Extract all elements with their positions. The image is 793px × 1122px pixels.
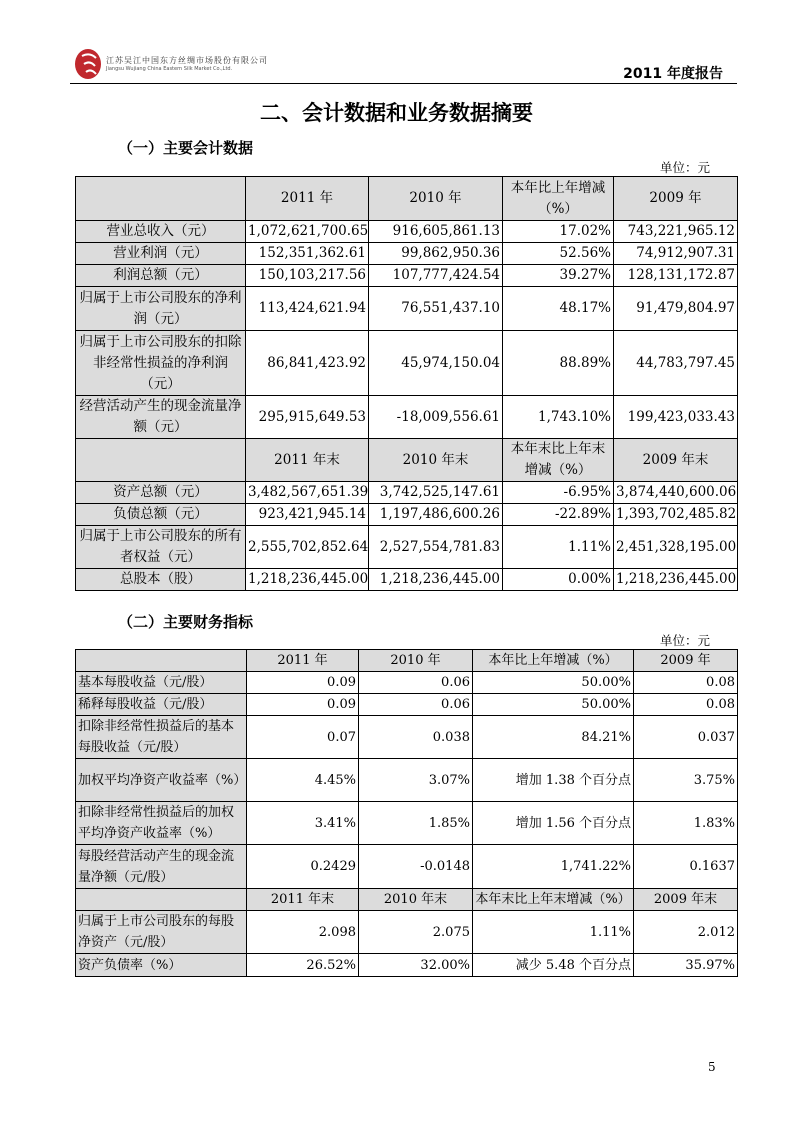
table-cell: 91,479,804.97 — [614, 287, 738, 331]
header-divider — [70, 83, 737, 84]
table-cell: 50.00% — [473, 672, 634, 694]
table-cell: 74,912,907.31 — [614, 243, 738, 265]
table-cell: 2.075 — [359, 911, 473, 954]
table-row — [76, 672, 738, 694]
table-cell: 2,555,702,852.64 — [246, 526, 369, 569]
column-header: 2010 年 — [369, 177, 503, 221]
table-cell: 923,421,945.14 — [246, 504, 369, 526]
table-cell: 0.08 — [634, 694, 738, 716]
company-name-en: Jiangsu Wujiang China Eastern Silk Market Co.,Ltd. — [106, 66, 233, 72]
column-header: 2010 年末 — [359, 889, 473, 911]
table-cell: 44,783,797.45 — [614, 331, 738, 396]
section-heading-financial: （二）主要财务指标 — [118, 613, 254, 631]
table-cell: 199,423,033.43 — [614, 396, 738, 439]
table-cell: 76,551,437.10 — [369, 287, 503, 331]
table-cell: 3.75% — [634, 759, 738, 802]
table-cell: 增加 1.56 个百分点 — [473, 802, 634, 845]
table-row — [76, 954, 738, 977]
accounting-data-table — [75, 176, 738, 591]
table-cell: 0.06 — [359, 694, 473, 716]
table-row — [76, 759, 738, 802]
table-row — [76, 243, 738, 265]
table-cell: 295,915,649.53 — [246, 396, 369, 439]
table-cell: 1,218,236,445.00 — [369, 569, 503, 591]
table-row — [76, 911, 738, 954]
table-row — [76, 569, 738, 591]
table-cell: 1.11% — [473, 911, 634, 954]
row-label: 扣除非经常性损益后的基本每股收益（元/股） — [76, 716, 247, 759]
column-header: 2011 年 — [246, 177, 369, 221]
row-label: 加权平均净资产收益率（%） — [76, 759, 247, 802]
table-cell: 48.17% — [503, 287, 614, 331]
table-cell: 99,862,950.36 — [369, 243, 503, 265]
table-cell: 0.2429 — [247, 845, 359, 889]
table-row — [76, 482, 738, 504]
table-cell: 86,841,423.92 — [246, 331, 369, 396]
column-header: 2011 年末 — [246, 439, 369, 482]
page-number: 5 — [708, 1060, 716, 1074]
column-header: 2010 年 — [359, 650, 473, 672]
table-cell: 1,393,702,485.82 — [614, 504, 738, 526]
table-cell: 1.11% — [503, 526, 614, 569]
table-cell: 107,777,424.54 — [369, 265, 503, 287]
table-cell: 2.012 — [634, 911, 738, 954]
table-cell: -22.89% — [503, 504, 614, 526]
table-cell: 88.89% — [503, 331, 614, 396]
row-label: 归属于上市公司股东的每股净资产（元/股） — [76, 911, 247, 954]
table-cell: 3,742,525,147.61 — [369, 482, 503, 504]
table-cell: 1.85% — [359, 802, 473, 845]
table-cell: 128,131,172.87 — [614, 265, 738, 287]
table-cell: 0.07 — [247, 716, 359, 759]
table-cell: 2,451,328,195.00 — [614, 526, 738, 569]
table-cell: 0.06 — [359, 672, 473, 694]
table-cell: -6.95% — [503, 482, 614, 504]
table-cell: 3.07% — [359, 759, 473, 802]
table-cell: 1,743.10% — [503, 396, 614, 439]
table-cell: 35.97% — [634, 954, 738, 977]
section-heading-accounting: （一）主要会计数据 — [118, 139, 254, 157]
table-header-row — [76, 650, 738, 672]
table-cell: 0.038 — [359, 716, 473, 759]
table-cell: 减少 5.48 个百分点 — [473, 954, 634, 977]
row-label: 利润总额（元） — [76, 265, 246, 287]
table-cell: 0.00% — [503, 569, 614, 591]
page-title: 二、会计数据和业务数据摘要 — [260, 101, 533, 125]
table-row — [76, 716, 738, 759]
unit-label: 单位：元 — [660, 633, 711, 648]
row-label: 资产负债率（%） — [76, 954, 247, 977]
report-title: 2011 年度报告 — [623, 66, 723, 82]
column-header: 本年比上年增减（%） — [503, 177, 614, 221]
table-cell: 84.21% — [473, 716, 634, 759]
row-label — [76, 177, 246, 221]
row-label — [76, 650, 247, 672]
financial-indicators-table — [75, 649, 738, 977]
unit-label: 单位：元 — [660, 160, 711, 175]
row-label: 营业利润（元） — [76, 243, 246, 265]
table-header-row — [76, 889, 738, 911]
column-header: 2009 年末 — [614, 439, 738, 482]
table-header-row — [76, 439, 738, 482]
table-cell: 0.1637 — [634, 845, 738, 889]
row-label: 扣除非经常性损益后的加权平均净资产收益率（%） — [76, 802, 247, 845]
table-cell: 0.08 — [634, 672, 738, 694]
table-cell: 17.02% — [503, 221, 614, 243]
table-row — [76, 802, 738, 845]
table-row — [76, 287, 738, 331]
table-cell: 1,741.22% — [473, 845, 634, 889]
table-row — [76, 526, 738, 569]
table-cell: 113,424,621.94 — [246, 287, 369, 331]
company-logo-icon — [74, 46, 104, 80]
row-label: 资产总额（元） — [76, 482, 246, 504]
table-cell: 2,527,554,781.83 — [369, 526, 503, 569]
table-cell: 2.098 — [247, 911, 359, 954]
column-header: 本年末比上年末增减（%） — [473, 889, 634, 911]
table-cell: -0.0148 — [359, 845, 473, 889]
row-label: 稀释每股收益（元/股） — [76, 694, 247, 716]
row-label: 基本每股收益（元/股） — [76, 672, 247, 694]
table-row — [76, 396, 738, 439]
table-cell: 3,482,567,651.39 — [246, 482, 369, 504]
table-cell: 0.037 — [634, 716, 738, 759]
row-label: 归属于上市公司股东的净利润（元） — [76, 287, 246, 331]
table-row — [76, 221, 738, 243]
table-cell: -18,009,556.61 — [369, 396, 503, 439]
row-label: 总股本（股） — [76, 569, 246, 591]
table-cell: 743,221,965.12 — [614, 221, 738, 243]
table-cell: 增加 1.38 个百分点 — [473, 759, 634, 802]
table-row — [76, 504, 738, 526]
table-row — [76, 331, 738, 396]
table-header-row — [76, 177, 738, 221]
table-cell: 1,197,486,600.26 — [369, 504, 503, 526]
table-cell: 39.27% — [503, 265, 614, 287]
column-header: 2009 年末 — [634, 889, 738, 911]
table-row — [76, 265, 738, 287]
column-header: 2009 年 — [614, 177, 738, 221]
table-cell: 4.45% — [247, 759, 359, 802]
row-label: 营业总收入（元） — [76, 221, 246, 243]
table-cell: 1.83% — [634, 802, 738, 845]
column-header: 2009 年 — [634, 650, 738, 672]
table-cell: 32.00% — [359, 954, 473, 977]
table-cell: 0.09 — [247, 694, 359, 716]
column-header: 2011 年 — [247, 650, 359, 672]
company-name-cn: 江苏吴江中国东方丝绸市场股份有限公司 — [106, 56, 268, 65]
table-cell: 1,218,236,445.00 — [246, 569, 369, 591]
table-cell: 1,218,236,445.00 — [614, 569, 738, 591]
table-cell: 45,974,150.04 — [369, 331, 503, 396]
table-cell: 0.09 — [247, 672, 359, 694]
column-header: 2011 年末 — [247, 889, 359, 911]
column-header: 本年末比上年末增减（%） — [503, 439, 614, 482]
column-header: 2010 年末 — [369, 439, 503, 482]
table-cell: 1,072,621,700.65 — [246, 221, 369, 243]
table-cell: 52.56% — [503, 243, 614, 265]
table-row — [76, 845, 738, 889]
row-label: 归属于上市公司股东的扣除非经常性损益的净利润（元） — [76, 331, 246, 396]
table-cell: 50.00% — [473, 694, 634, 716]
row-label — [76, 439, 246, 482]
table-cell: 152,351,362.61 — [246, 243, 369, 265]
table-cell: 26.52% — [247, 954, 359, 977]
row-label: 归属于上市公司股东的所有者权益（元） — [76, 526, 246, 569]
table-cell: 916,605,861.13 — [369, 221, 503, 243]
table-cell: 3,874,440,600.06 — [614, 482, 738, 504]
row-label: 负债总额（元） — [76, 504, 246, 526]
table-cell: 150,103,217.56 — [246, 265, 369, 287]
row-label — [76, 889, 247, 911]
table-cell: 3.41% — [247, 802, 359, 845]
row-label: 每股经营活动产生的现金流量净额（元/股） — [76, 845, 247, 889]
row-label: 经营活动产生的现金流量净额（元） — [76, 396, 246, 439]
column-header: 本年比上年增减（%） — [473, 650, 634, 672]
table-row — [76, 694, 738, 716]
